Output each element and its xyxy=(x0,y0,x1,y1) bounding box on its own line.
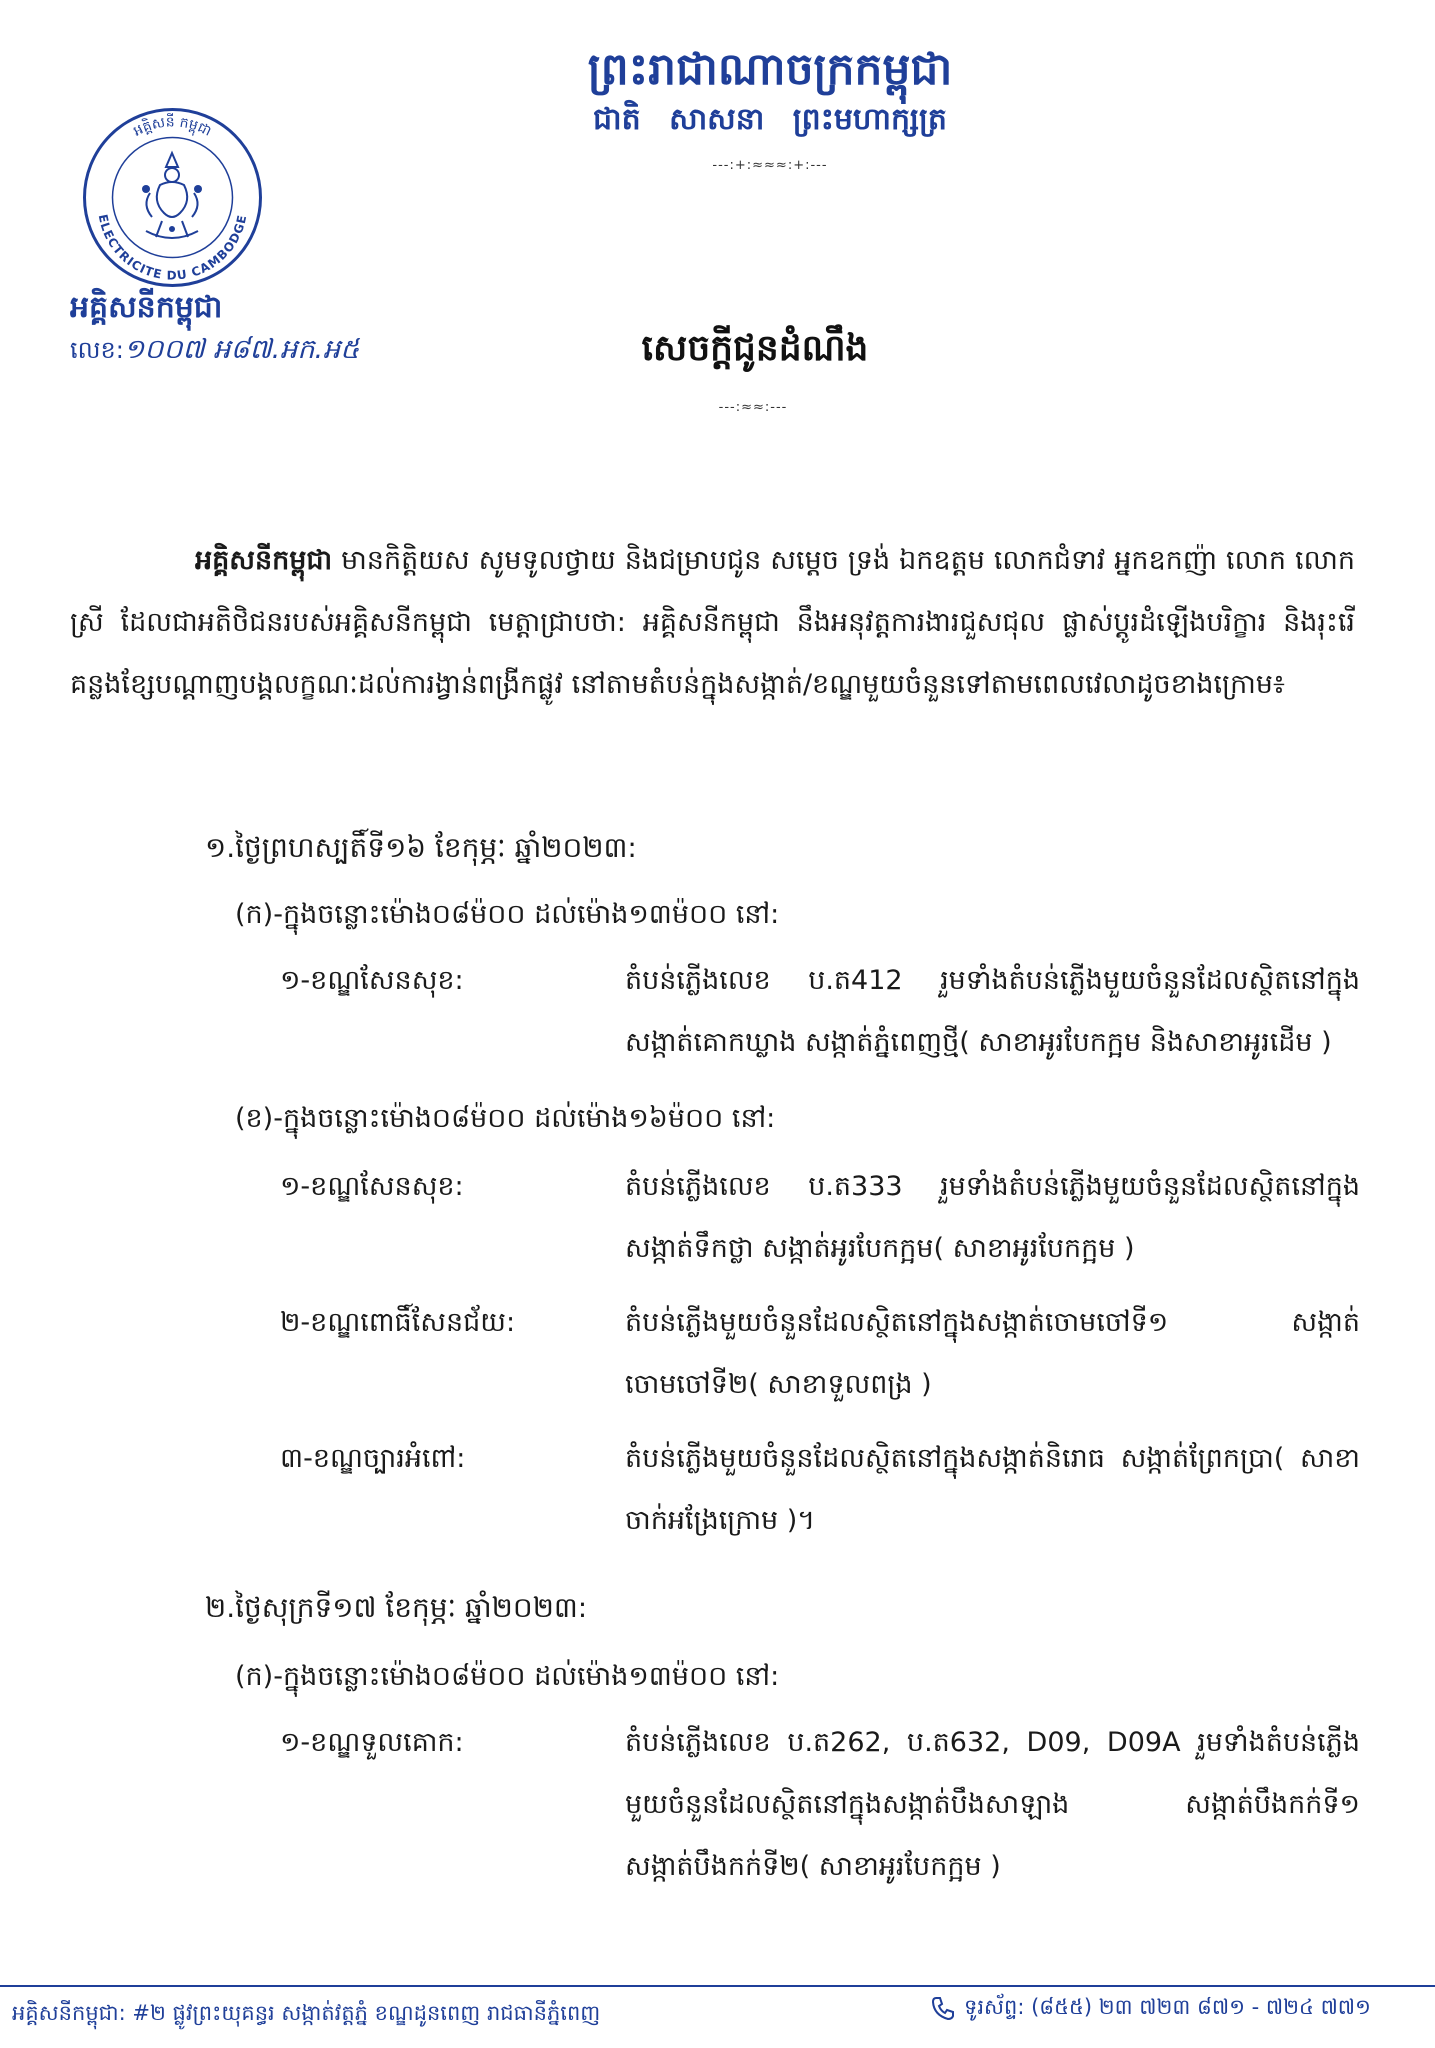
reference-label: លេខ: xyxy=(70,336,124,364)
district-name: ២-ខណ្ឌពោធិ៍សែនជ័យ: xyxy=(280,1307,516,1338)
schedule-item xyxy=(280,950,1360,1074)
area-description: តំបន់ភ្លើងលេខ ប.ត412 រួមទាំងតំបន់ភ្លើងមួយចំនួនដែលស្ថិតនៅក្នុងសង្កាត់គោកឃ្លាង សង្កាត់ភ្នំពេញថ្មី( សាខាអូរបែកក្អម និងសាខាអូរដើម ) xyxy=(625,965,1360,1058)
time-slot: (ខ)-ក្នុងចន្លោះម៉ោង០៨ម៉០០ ដល់ម៉ោង១៦ម៉០០ នៅ: xyxy=(235,1103,776,1134)
day-heading: ១.ថ្ងៃព្រហស្បតិ៍ទី១៦ ខែកុម្ភៈ ឆ្នាំ២០២៣: xyxy=(205,831,637,864)
schedule-item xyxy=(280,1712,1360,1902)
title-ornament: ---:≈≈:--- xyxy=(718,400,788,415)
intro-text: មានកិត្តិយស សូមទូលថ្វាយ និងជម្រាបជូន សម្តេច ទ្រង់ ឯកឧត្តម លោកជំទាវ អ្នកឧកញ៉ា លោក លោកស្រី ដែលជាអតិថិជនរបស់អគ្គិសនីកម្ពុជា មេត្តាជ្រាបថា: អគ្គិសនីកម្ពុជា នឹងអនុវត្តការងារជួសជុល ផ្លាស់ប្តូរដំឡើងបរិក្ខារ និងរុះរើគន្លងខ្សែបណ្តាញបង្គលក្ខណៈដល់ការង្វាន់ពង្រីកផ្លូវ នៅតាមតំបន់ក្នុងសង្កាត់/ខណ្ឌមួយចំនួនទៅតាមពេលវេលាដូចខាងក្រោម៖ xyxy=(70,545,1355,700)
edc-seal xyxy=(80,105,265,290)
phone-icon xyxy=(930,1995,956,2021)
footer-divider xyxy=(0,1985,1435,1987)
district-name: ១-ខណ្ឌទួលគោក: xyxy=(280,1727,464,1758)
intro-paragraph xyxy=(70,530,1355,716)
area-description: តំបន់ភ្លើងលេខ ប.ត333 រួមទាំងតំបន់ភ្លើងមួយចំនួនដែលស្ថិតនៅក្នុងសង្កាត់ទឹកថ្លា សង្កាត់អូរបែកក្អម( សាខាអូរបែកក្អម ) xyxy=(625,1171,1360,1264)
time-slot: (ក)-ក្នុងចន្លោះម៉ោង០៨ម៉០០ ដល់ម៉ោង១៣ម៉០០ នៅ: xyxy=(235,1661,780,1692)
district-name: ១-ខណ្ឌសែនសុខ: xyxy=(280,1171,464,1202)
reference-value: ១០០៧ អ៨៧.អក.អ៥ xyxy=(123,334,360,365)
district-name: ១-ខណ្ឌសែនសុខ: xyxy=(280,965,464,996)
day-heading: ២.ថ្ងៃសុក្រទី១៧ ខែកុម្ភៈ ឆ្នាំ២០២៣: xyxy=(205,1591,588,1624)
footer-phone xyxy=(930,1994,1371,2025)
kingdom-header: ព្រះរាជាណាចក្រកម្ពុជា xyxy=(587,44,953,95)
schedule-item xyxy=(280,1428,1360,1552)
time-slot: (ក)-ក្នុងចន្លោះម៉ោង០៨ម៉០០ ដល់ម៉ោង១៣ម៉០០ នៅ: xyxy=(235,899,780,930)
header-ornament: ---:+:≈≈≈:+:--- xyxy=(712,158,828,173)
area-description: តំបន់ភ្លើងមួយចំនួនដែលស្ថិតនៅក្នុងសង្កាត់ចោមចៅទី១ សង្កាត់ចោមចៅទី២( សាខាទួលពង្រ ) xyxy=(625,1307,1360,1400)
area-description: តំបន់ភ្លើងលេខ ប.ត262, ប.ត632, D09, D09A រួមទាំងតំបន់ភ្លើងមួយចំនួនដែលស្ថិតនៅក្នុងសង្កាត់បឹងសាឡាង សង្កាត់បឹងកក់ទី១ សង្កាត់បឹងកក់ទី២( សាខាអូរបែកក្អម ) xyxy=(625,1727,1360,1882)
seal-emblem-icon xyxy=(80,105,265,290)
organization-name: អគ្គិសនីកម្ពុជា xyxy=(70,290,223,325)
intro-org-name: អគ្គិសនីកម្ពុជា xyxy=(195,545,333,576)
national-motto: ជាតិ សាសនា ព្រះមហាក្សត្រ xyxy=(593,102,947,137)
seal-text-bottom: ELECTRICITE DU CAMBODGE xyxy=(95,213,250,283)
document-title: សេចក្តីជូនដំណឹង xyxy=(641,327,869,369)
district-name: ៣-ខណ្ឌច្បារអំពៅ: xyxy=(280,1443,466,1474)
footer-address: អគ្គិសនីកម្ពុជា: #២ ផ្លូវព្រះយុគន្ធរ សង្កាត់វត្តភ្នំ ខណ្ឌដូនពេញ រាជធានីភ្នំពេញ xyxy=(12,2001,601,2025)
area-description: តំបន់ភ្លើងមួយចំនួនដែលស្ថិតនៅក្នុងសង្កាត់និរោធ សង្កាត់ព្រែកប្រា( សាខាចាក់អង្រែក្រោម )។ xyxy=(625,1443,1360,1536)
schedule-item xyxy=(280,1156,1360,1280)
phone-number: ទូរស័ព្ទ: (៨៥៥) ២៣ ៧២៣ ៨៧១ - ៧២៤ ៧៧១ xyxy=(964,1995,1371,2019)
seal-text-top: អគ្គិសនី កម្ពុជា xyxy=(130,114,214,140)
reference-number xyxy=(70,333,359,372)
schedule-item xyxy=(280,1292,1360,1416)
